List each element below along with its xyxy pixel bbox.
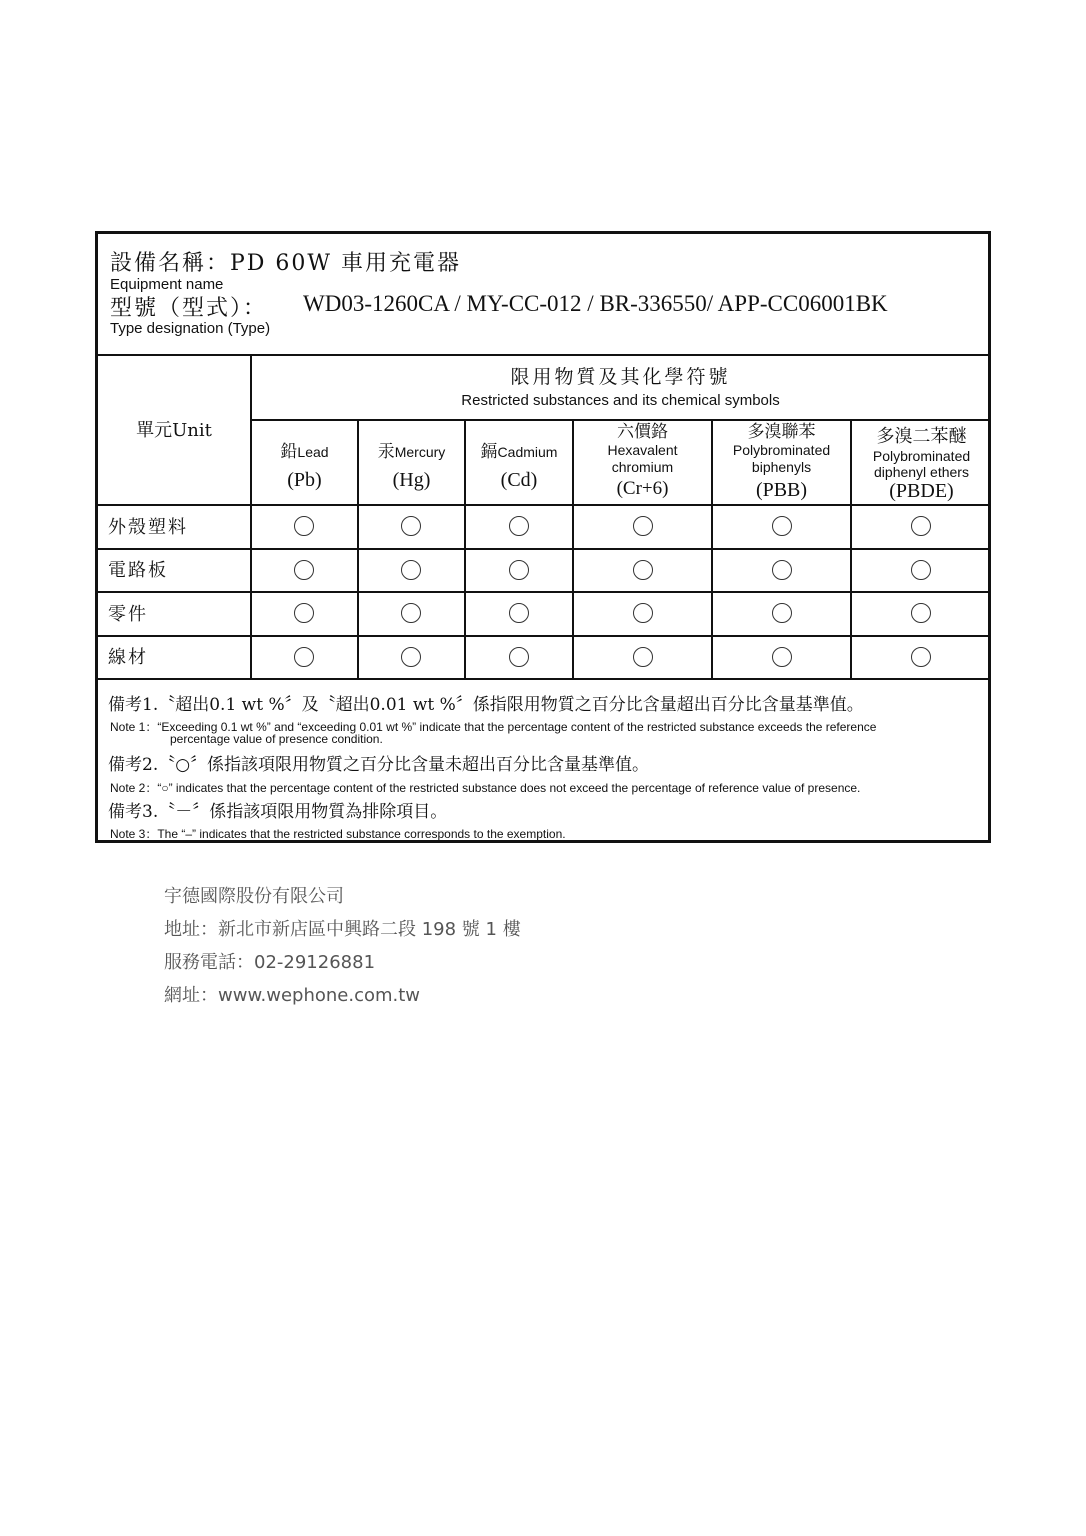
unit-header bbox=[98, 354, 250, 504]
company-website[interactable]: 網址：www.wephone.com.tw bbox=[164, 985, 421, 1006]
restricted-substances-title-zh: 限用物質及其化學符號 bbox=[510, 366, 731, 388]
note3-zh: 備考3.〝－〞係指該項限用物質為排除項目。 bbox=[108, 802, 448, 822]
column-en: Polybrominated diphenyl ethers bbox=[872, 447, 971, 481]
column-en: Cadmium bbox=[497, 444, 558, 460]
compliance-mark bbox=[401, 560, 421, 580]
grid-line bbox=[98, 678, 991, 680]
note3-en: Note 3：The “–” indicates that the restricted substance corresponds to the exemption. bbox=[110, 827, 566, 841]
compliance-mark bbox=[911, 516, 931, 536]
compliance-mark bbox=[401, 603, 421, 623]
column-symbol: (Pb) bbox=[287, 469, 322, 492]
column-zh: 鉛 bbox=[280, 442, 298, 462]
column-zh: 多溴二苯醚 bbox=[876, 426, 967, 447]
compliance-mark bbox=[633, 603, 653, 623]
note2-zh: 備考2.〝○〞係指該項限用物質之百分比含量未超出百分比含量基準值。 bbox=[108, 755, 650, 775]
company-name: 宇德國際股份有限公司 bbox=[164, 886, 344, 907]
compliance-mark bbox=[911, 560, 931, 580]
column-en: Polybrominated biphenyls bbox=[732, 442, 831, 476]
grid-line bbox=[98, 635, 991, 637]
column-symbol: (Hg) bbox=[392, 469, 431, 492]
type-designation-value: WD03-1260CA / MY-CC-012 / BR-336550/ APP-CC06001BK bbox=[303, 291, 888, 316]
compliance-mark bbox=[772, 647, 792, 667]
type-designation-en: Type designation (Type) bbox=[110, 320, 271, 337]
note1-en-continued: percentage value of presence condition. bbox=[170, 732, 383, 746]
row-label-components: 零件 bbox=[108, 604, 148, 625]
compliance-mark bbox=[294, 560, 314, 580]
compliance-mark bbox=[772, 560, 792, 580]
compliance-mark bbox=[633, 647, 653, 667]
column-header-mercury bbox=[359, 420, 464, 526]
row-label-circuit-board: 電路板 bbox=[108, 560, 168, 581]
column-en: Hexavalent chromium bbox=[607, 442, 678, 476]
column-zh: 鎘 bbox=[480, 442, 498, 462]
column-header-pbb bbox=[713, 420, 850, 506]
grid-line bbox=[98, 548, 991, 550]
column-en: Lead bbox=[297, 444, 329, 460]
column-header-lead bbox=[252, 420, 357, 526]
compliance-mark bbox=[772, 603, 792, 623]
column-symbol: (PBB) bbox=[755, 478, 808, 501]
restricted-substances-title-en: Restricted substances and its chemical symbols bbox=[461, 392, 780, 409]
column-zh: 六價鉻 bbox=[617, 422, 668, 442]
compliance-mark bbox=[509, 516, 529, 536]
row-label-cables: 線材 bbox=[108, 647, 148, 668]
column-header-cadmium bbox=[466, 420, 572, 526]
company-address: 地址：新北市新店區中興路二段 198 號 1 樓 bbox=[164, 919, 521, 940]
note2-en: Note 2：“○” indicates that the percentage content of the restricted substance does not exceed the percentage of reference value of presence. bbox=[110, 781, 861, 795]
type-designation-zh: 型號（型式）： bbox=[110, 296, 268, 321]
column-symbol: (Cr+6) bbox=[616, 477, 669, 499]
column-header-hexavalent-chromium bbox=[574, 420, 711, 506]
column-en: Mercury bbox=[394, 444, 446, 460]
compliance-mark bbox=[772, 516, 792, 536]
grid-line bbox=[98, 591, 991, 593]
compliance-mark bbox=[911, 603, 931, 623]
column-header-pbde bbox=[852, 420, 991, 510]
note1-zh: 備考1.〝超出0.1 wt %〞及〝超出0.01 wt %〞係指限用物質之百分比含量超出百分比含量基準值。 bbox=[108, 695, 864, 715]
rohs-declaration-table bbox=[95, 231, 991, 843]
column-symbol: (PBDE) bbox=[889, 480, 954, 503]
unit-label: 單元Unit bbox=[136, 420, 212, 441]
compliance-mark bbox=[509, 603, 529, 623]
compliance-mark bbox=[294, 516, 314, 536]
equipment-name-en: Equipment name bbox=[110, 276, 224, 293]
compliance-mark bbox=[911, 647, 931, 667]
company-footer bbox=[164, 880, 521, 1012]
compliance-mark bbox=[294, 603, 314, 623]
compliance-mark bbox=[633, 516, 653, 536]
column-zh: 汞 bbox=[377, 442, 395, 462]
column-zh: 多溴聯苯 bbox=[747, 422, 816, 442]
company-phone: 服務電話：02-29126881 bbox=[164, 952, 376, 973]
compliance-mark bbox=[401, 516, 421, 536]
compliance-mark bbox=[509, 647, 529, 667]
compliance-mark bbox=[633, 560, 653, 580]
row-label-housing-plastic: 外殼塑料 bbox=[108, 517, 188, 538]
column-symbol: (Cd) bbox=[500, 469, 538, 492]
equipment-header bbox=[98, 234, 988, 356]
compliance-mark bbox=[509, 560, 529, 580]
compliance-mark bbox=[294, 647, 314, 667]
note1-en: Note 1：“Exceeding 0.1 wt %” and “exceeding 0.01 wt %” indicate that the percentage content of the restricted substance exceeds the reference bbox=[110, 720, 877, 734]
compliance-mark bbox=[401, 647, 421, 667]
equipment-name-zh: 設備名稱：PD 60W 車用充電器 bbox=[110, 251, 462, 276]
